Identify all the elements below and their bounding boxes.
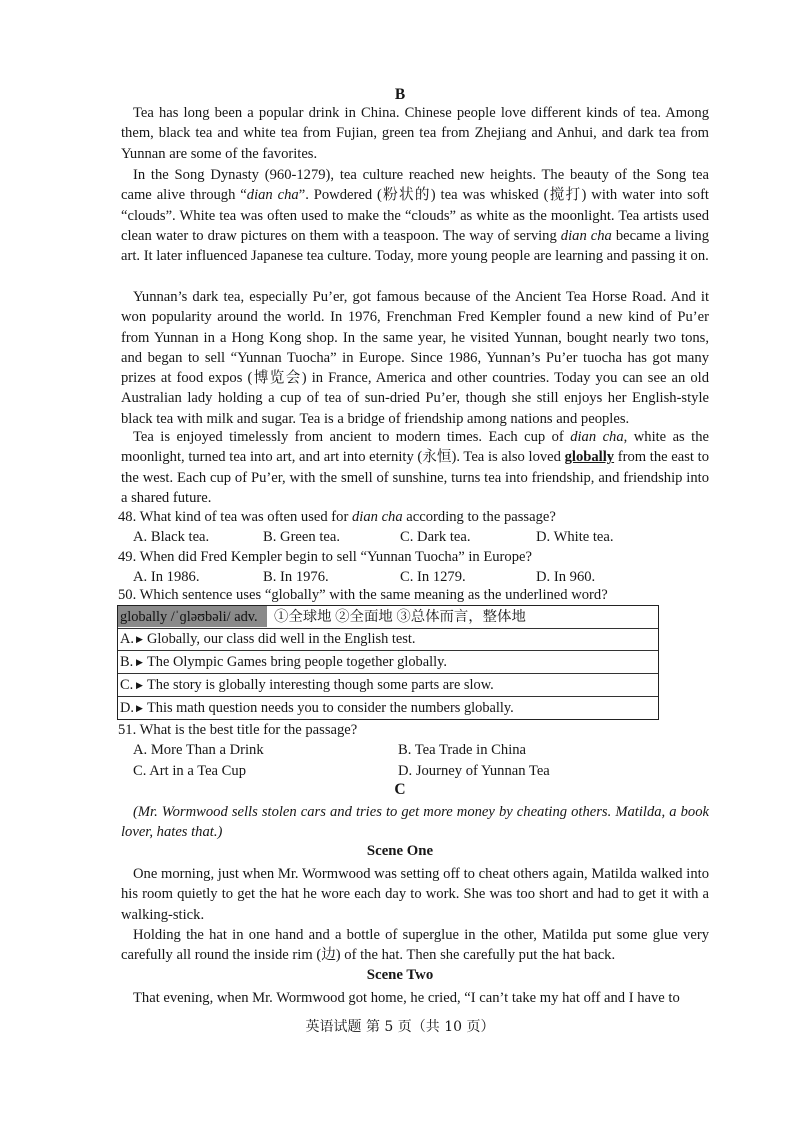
passage-c-intro: (Mr. Wormwood sells stolen cars and tries to get more money by cheating others. Matilda, a book lover, hates that.)	[121, 804, 709, 841]
dictionary-headword: globally /ˈɡləʊbəli/ adv.	[118, 606, 267, 627]
q49-option-c[interactable]: C. In 1279.	[400, 569, 466, 585]
option-letter: C.	[120, 677, 134, 693]
page-footer: 英语试题 第 5 页（共 10 页）	[305, 1019, 495, 1035]
text-run: 48. What kind of tea was often used for	[118, 509, 352, 525]
option-text: This math question needs you to consider the numbers globally.	[147, 700, 514, 716]
option-letter: A.	[120, 631, 134, 647]
passage-b-paragraph-1: Tea has long been a popular drink in China. Chinese people love different kinds of tea. Among them, black tea and white tea from Fujian, green tea from Zhejiang and Anhui, and dark tea from Yunnan are some of the favorites.	[121, 105, 709, 162]
q49-option-a[interactable]: A. In 1986.	[133, 569, 200, 585]
dictionary-senses: ①全球地 ②全面地 ③总体而言，整体地	[274, 609, 526, 625]
italic-term: dian cha	[351, 509, 403, 525]
section-b-title: B	[394, 86, 406, 103]
q51-option-b[interactable]: B. Tea Trade in China	[398, 742, 527, 758]
arrow-icon: ▶	[136, 680, 143, 690]
option-text: The story is globally interesting though some parts are slow.	[147, 677, 494, 693]
passage-b-paragraph-2	[121, 165, 709, 266]
arrow-icon: ▶	[136, 634, 143, 644]
section-c-title: C	[394, 781, 406, 798]
option-letter: B.	[120, 654, 134, 670]
scene-two-paragraph-1: That evening, when Mr. Wormwood got home, he cried, “I can’t take my hat off and I have to	[133, 990, 680, 1006]
passage-b-paragraph-3: Yunnan’s dark tea, especially Pu’er, got famous because of the Ancient Tea Horse Road. And it won popularity around the world. In 1976, Frenchman Fred Kempler found a new kind of Pu’er from Yunnan in a Hong Kong shop. In the same year, he visited Yunnan, bought nearly two tons, and began to sell “Yunnan Tuocha” in Europe. Since 1986, Yunnan’s Pu’er tuocha has got many prizes at food expos (博览会) in France, America and other countries. Today you can see an old Australian lady holding a cup of tea of sun-dried Pu’er, though she still enjoys her English-style black tea with milk and sugar. Tea is a bridge of friendship among nations and peoples.	[121, 289, 709, 427]
q51-option-c[interactable]: C. Art in a Tea Cup	[133, 763, 247, 779]
text-run: , white as the moonlight, turned tea into art, and art into eternity (永恒). Tea is also loved	[121, 429, 709, 466]
italic-term: dian cha	[246, 187, 299, 204]
q50-options-table	[117, 605, 659, 720]
text-run: according to the passage?	[402, 509, 556, 525]
q48-option-d[interactable]: D. White tea.	[536, 529, 614, 545]
arrow-icon: ▶	[136, 657, 143, 667]
scene-one-heading: Scene One	[366, 843, 434, 859]
question-50-stem: 50. Which sentence uses “globally” with the same meaning as the underlined word?	[118, 587, 608, 603]
italic-term: dian cha	[570, 429, 624, 445]
passage-b-paragraph-4	[121, 427, 709, 508]
q49-option-d[interactable]: D. In 960.	[536, 569, 596, 585]
q51-option-d[interactable]: D. Journey of Yunnan Tea	[398, 763, 550, 779]
dictionary-entry-row	[118, 606, 658, 629]
q48-option-b[interactable]: B. Green tea.	[263, 529, 340, 545]
q48-option-a[interactable]: A. Black tea.	[133, 529, 210, 545]
scene-one-paragraph-1: One morning, just when Mr. Wormwood was setting off to cheat others again, Matilda walked into his room quietly to get the hat he wore each day to work. She was too short and had to get it with a walking-stick.	[121, 866, 709, 923]
q48-option-c[interactable]: C. Dark tea.	[400, 529, 471, 545]
q51-option-a[interactable]: A. More Than a Drink	[133, 742, 264, 758]
scene-one-paragraph-2: Holding the hat in one hand and a bottle of superglue in the other, Matilda put some glue very carefully all round the inside rim (边) of the hat. Then she carefully put the hat back.	[121, 927, 709, 964]
text-run: from the east to the west. Each cup of Pu’er, with the smell of sunshine, turns tea into friendship, and friendship into a shared future.	[121, 449, 709, 506]
text-run: In the Song Dynasty (960-1279), tea culture reached new heights. The beauty of the Song tea came alive through “	[121, 167, 709, 204]
underlined-word: globally	[564, 449, 615, 466]
q50-option-d[interactable]	[118, 697, 658, 719]
text-run: became a living art. It later influenced Japanese tea culture. Today, more young people are learning and passing it on.	[121, 227, 709, 265]
q50-option-b[interactable]	[118, 651, 658, 674]
scene-two-heading: Scene Two	[366, 967, 434, 983]
q50-option-a[interactable]	[118, 628, 658, 651]
option-text: Globally, our class did well in the English test.	[147, 631, 416, 647]
option-letter: D.	[120, 700, 134, 716]
option-text: The Olympic Games bring people together globally.	[147, 654, 447, 670]
q50-option-c[interactable]	[118, 674, 658, 697]
italic-term: dian cha	[560, 227, 612, 244]
arrow-icon: ▶	[136, 703, 143, 713]
question-48-stem	[118, 507, 556, 527]
q49-option-b[interactable]: B. In 1976.	[263, 569, 329, 585]
text-run: ”. Powdered (粉状的) tea was whisked (搅打) with water into soft “clouds”. White tea was often used to make the “clouds” as white as the moonlight. Tea artists used clean water to draw pictures on them with a teaspoon. The way of serving	[121, 187, 709, 244]
question-51-stem: 51. What is the best title for the passage?	[118, 722, 358, 738]
text-run: Tea is enjoyed timelessly from ancient to modern times. Each cup of	[133, 429, 571, 445]
question-49-stem: 49. When did Fred Kempler begin to sell “Yunnan Tuocha” in Europe?	[118, 549, 532, 565]
